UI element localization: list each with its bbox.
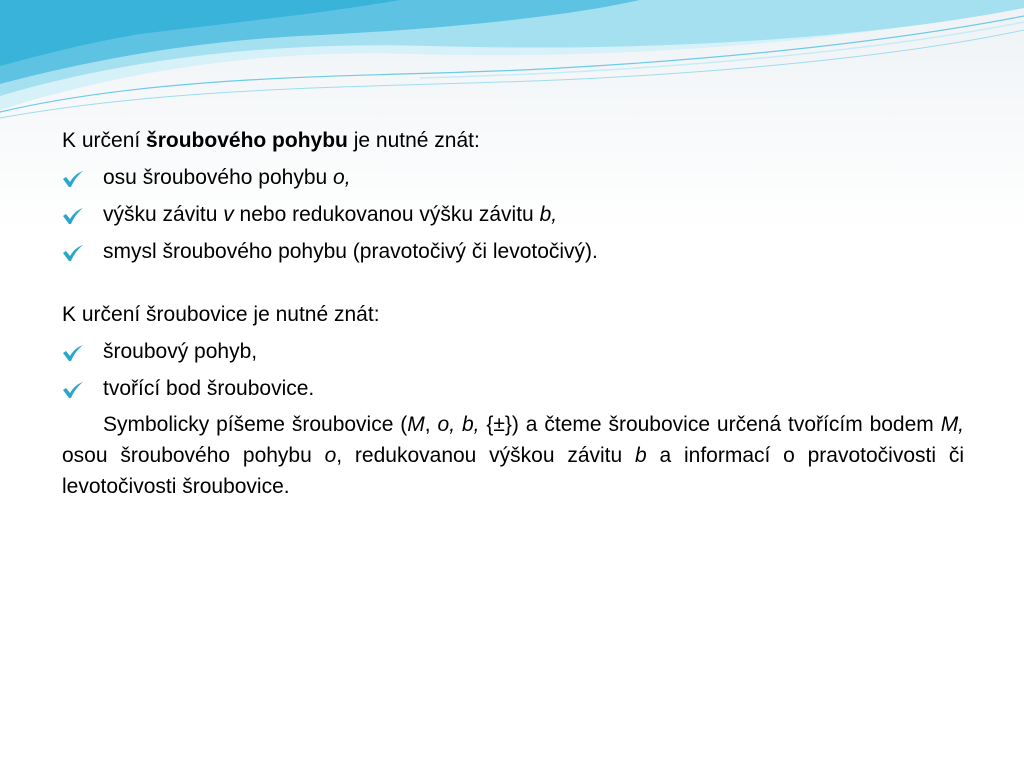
checkmark-icon <box>62 170 84 188</box>
section2-intro: K určení šroubovice je nutné znát: <box>62 303 380 326</box>
header-wave-decoration <box>0 0 1024 130</box>
list-item: smysl šroubového pohybu (pravotočivý či levotočivý). <box>62 233 964 270</box>
symbolic-paragraph: Symbolicky píšeme šroubovice (M, o, b, {±}) a čteme šroubovice určená tvořícím bodem M, osou šroubového pohybu o, redukovanou výškou závitu b a informací o pravotočivosti či levotočivosti šroubovice. <box>62 413 965 498</box>
slide-content <box>62 122 964 502</box>
checkmark-icon <box>62 244 84 262</box>
checkmark-icon <box>62 381 84 399</box>
checkmark-icon <box>62 344 84 362</box>
list-item: šroubový pohyb, <box>62 333 964 370</box>
section1-intro-bold: šroubového pohybu <box>146 129 348 152</box>
list-item: osu šroubového pohybu o, <box>62 159 964 196</box>
checkmark-icon <box>62 207 84 225</box>
section1-intro: K určení šroubového pohybu je nutné znát: <box>62 129 480 152</box>
list-item: tvořící bod šroubovice. <box>62 370 964 407</box>
list-item: výšku závitu v nebo redukovanou výšku závitu b, <box>62 196 964 233</box>
